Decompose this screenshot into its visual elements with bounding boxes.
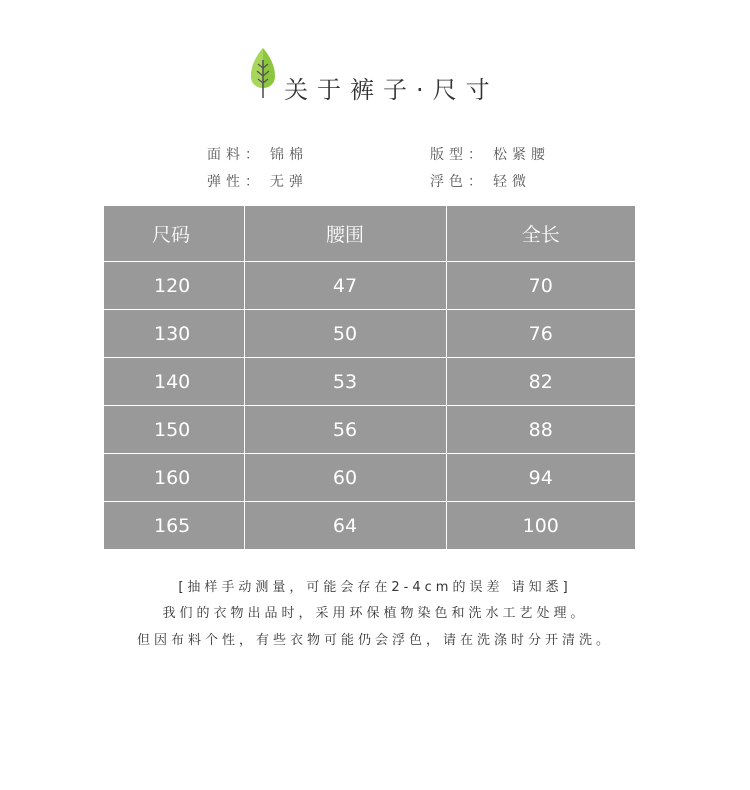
table-row [104, 406, 635, 454]
page-header [0, 44, 750, 104]
spec-label: 面料： [207, 147, 264, 163]
cell-length: 88 [446, 406, 635, 454]
header-length: 全长 [446, 206, 635, 262]
cell-size: 120 [104, 262, 244, 310]
spec-style [430, 144, 550, 164]
cell-length: 94 [446, 454, 635, 502]
spec-fabric [207, 144, 308, 164]
note-washing: 但因布料个性，有些衣物可能仍会浮色，请在洗涤时分开清洗。 [136, 633, 613, 648]
cell-size: 160 [104, 454, 244, 502]
cell-length: 82 [446, 358, 635, 406]
tree-icon [248, 46, 278, 98]
cell-size: 130 [104, 310, 244, 358]
spec-value: 轻微 [493, 174, 531, 190]
note-dye-process: 我们的衣物出品时，采用环保植物染色和洗水工艺处理。 [162, 606, 588, 621]
spec-label: 弹性： [207, 174, 264, 190]
cell-waist: 64 [244, 502, 446, 550]
spec-value: 无弹 [270, 174, 308, 190]
spec-value: 松紧腰 [493, 147, 550, 163]
page-title: 关于裤子·尺寸 [284, 76, 499, 104]
table-row [104, 502, 635, 550]
cell-size: 140 [104, 358, 244, 406]
spec-label: 版型： [430, 147, 487, 163]
table-row [104, 310, 635, 358]
cell-waist: 56 [244, 406, 446, 454]
cell-length: 70 [446, 262, 635, 310]
table-header-row [104, 206, 635, 262]
cell-waist: 53 [244, 358, 446, 406]
table-row [104, 262, 635, 310]
spec-elastic [207, 171, 308, 191]
table-row [104, 454, 635, 502]
cell-length: 76 [446, 310, 635, 358]
cell-length: 100 [446, 502, 635, 550]
spec-label: 浮色： [430, 174, 487, 190]
spec-fading [430, 171, 531, 191]
cell-size: 165 [154, 514, 191, 537]
header-waist: 腰围 [244, 206, 446, 262]
cell-waist: 50 [244, 310, 446, 358]
cell-waist: 47 [244, 262, 446, 310]
size-table [104, 206, 635, 549]
table-row [104, 358, 635, 406]
spec-value: 锦棉 [270, 147, 308, 163]
note-measurement: [抽样手动测量，可能会存在2-4cm的误差 请知悉] [178, 580, 572, 595]
cell-size: 150 [104, 406, 244, 454]
header-size: 尺码 [104, 206, 244, 262]
cell-waist: 60 [244, 454, 446, 502]
